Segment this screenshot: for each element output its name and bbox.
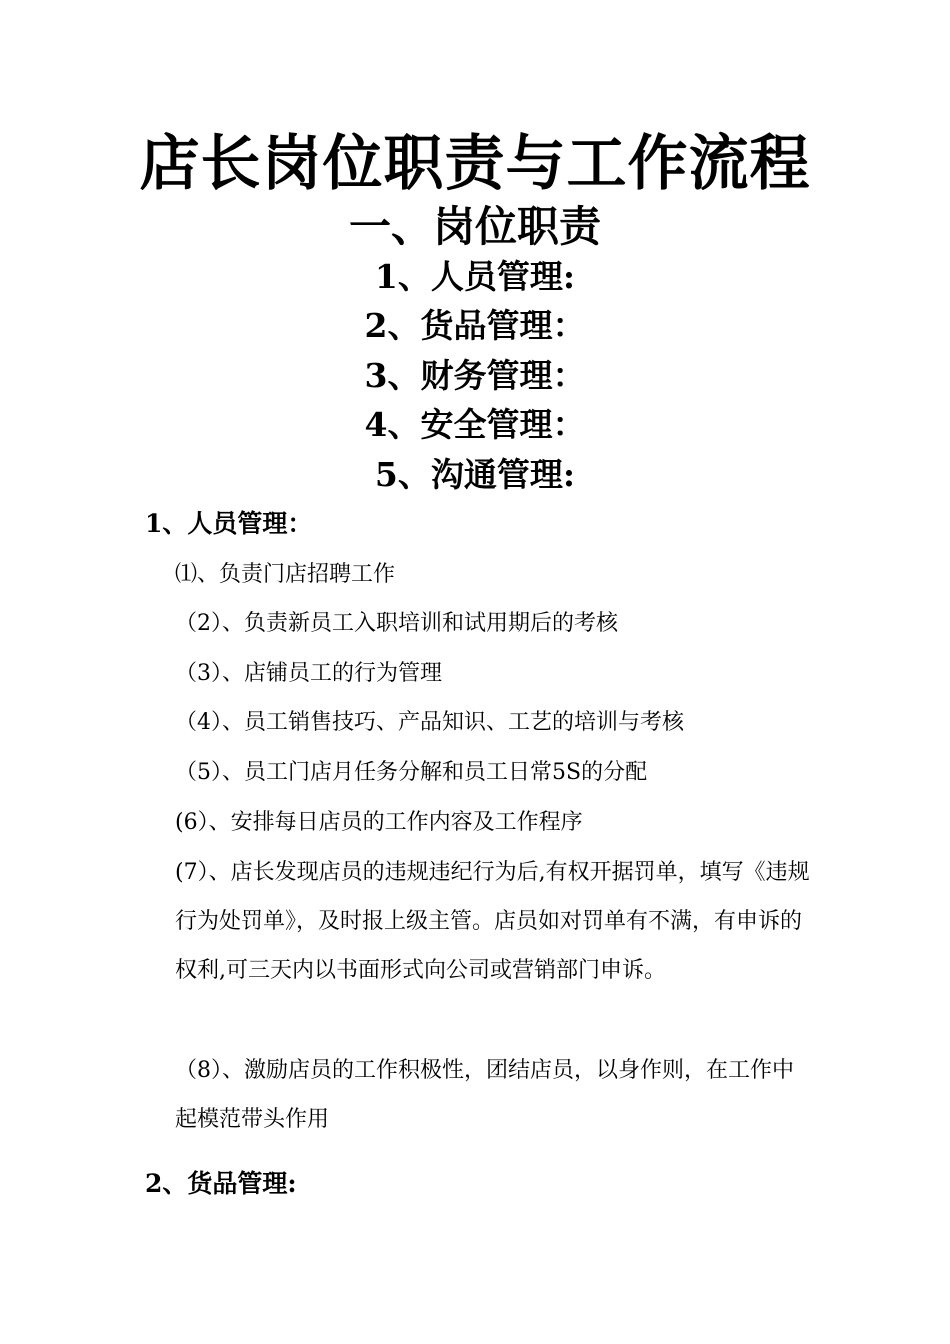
section-heading-goods: 2、货品管理: — [145, 1169, 297, 1198]
list-item: （5）、员工门店月任务分解和员工日常5S的分配 — [175, 760, 648, 785]
toc-item-safety: 4、安全管理： — [364, 405, 586, 444]
toc-item-goods: 2、货品管理： — [364, 306, 586, 345]
list-item: （2）、负责新员工入职培训和试用期后的考核 — [175, 611, 618, 636]
list-item: （8）、激励店员的工作积极性，团结店员，以身作则，在工作中起模范带头作用 — [175, 1058, 794, 1132]
toc-item-finance: 3、财务管理： — [364, 356, 586, 395]
document-title: 店长岗位职责与工作流程 — [139, 129, 811, 199]
list-item: (7）、店长发现店员的违规违纪行为后,有权开据罚单，填写《违规行为处罚单》，及时报上级主管。店员如对罚单有不满，有申诉的权利,可三天内以书面形式向公司或营销部门申诉。 — [175, 860, 810, 983]
section-heading-personnel: 1、人员管理： — [145, 509, 313, 538]
list-item: (6）、安排每日店员的工作内容及工作程序 — [175, 810, 583, 835]
list-item: （3）、店铺员工的行为管理 — [175, 661, 442, 686]
toc-item-personnel: 1、人员管理: — [374, 257, 576, 296]
toc-item-communication: 5、沟通管理: — [374, 455, 576, 494]
list-item: （4）、员工销售技巧、产品知识、工艺的培训与考核 — [175, 710, 684, 735]
section-title-duties: 一、岗位职责 — [348, 202, 601, 251]
list-item: ⑴、负责门店招聘工作 — [175, 562, 396, 587]
